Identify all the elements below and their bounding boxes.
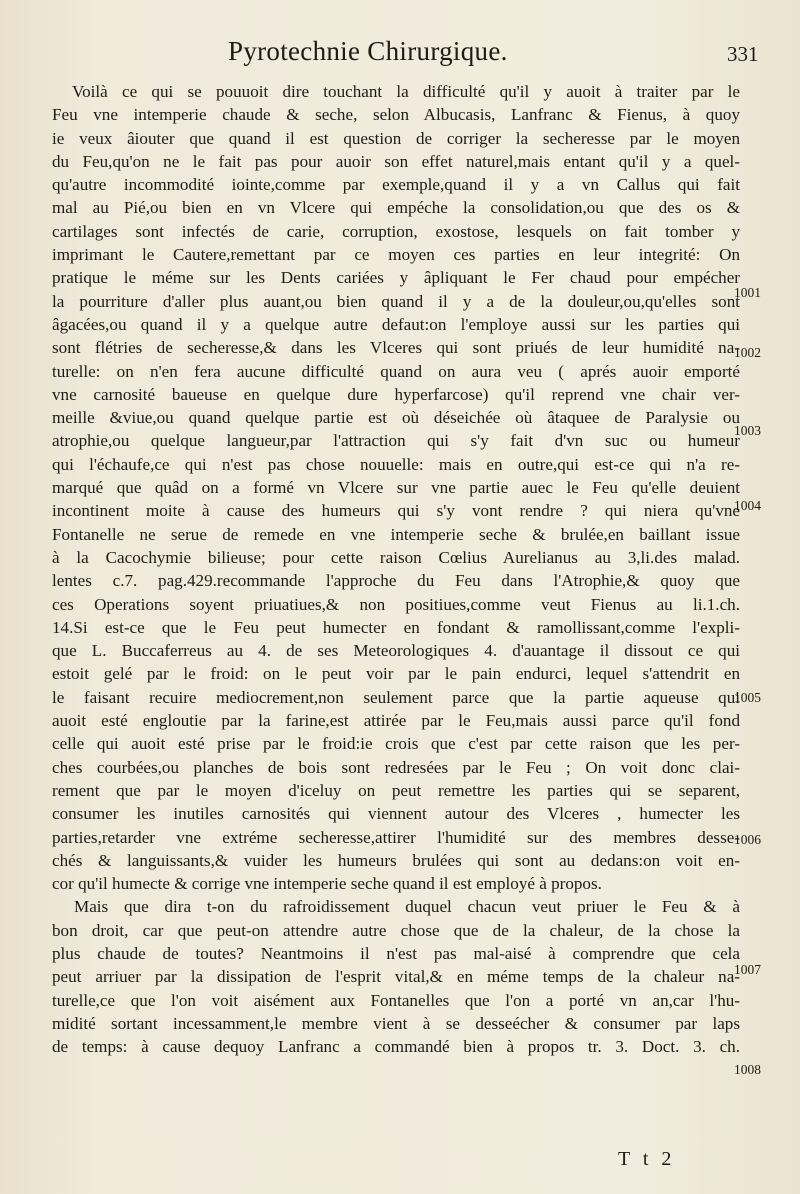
text-line: consumer les inutiles carnosités qui viennent autour des Vlceres , humecter les xyxy=(52,804,740,824)
text-line: le faisant recuire mediocrement,non seulement parce que la partie aqueuse qui xyxy=(52,687,740,707)
margin-note: 1003 xyxy=(734,423,761,438)
text-line: mal au Pié,ou bien en vn Vlcere qui empéche la consolidation,ou que des os & xyxy=(52,198,740,218)
text-line: de temps: à cause dequoy Lanfranc a commandé bien à propos tr. 3. Doct. 3. ch. xyxy=(52,1037,740,1057)
text-line: 14.Si est-ce que le Feu peut humecter en fondant & ramollissant,comme l'expli- xyxy=(52,617,740,637)
text-line: Fontanelle ne serue de remede en vne intemperie seche & brulée,en baillant issue xyxy=(52,524,740,544)
page-number: 331 xyxy=(727,42,759,66)
text-line: âgacées,ou quand il y a quelque autre defaut:on l'employe aussi sur les parties qui xyxy=(52,314,740,334)
margin-note: 1004 xyxy=(734,498,761,513)
text-line: cor qu'il humecte & corrige vne intemperie seche quand il est employé à propos. xyxy=(52,874,602,894)
text-line: celle qui auoit esté prise par le froid:ie crois que c'est par cette raison que les per- xyxy=(52,734,740,754)
text-line: peut arriuer par la dissipation de l'esprit vital,& en méme temps de la chaleur na- xyxy=(52,967,740,987)
text-line: meille &viue,ou quand quelque partie est où déseichée où âtaquee de Paralysie ou xyxy=(52,408,740,428)
text-line: lentes c.7. pag.429.recommande l'approche du Feu dans l'Atrophie,& quoy que xyxy=(52,571,740,591)
text-line: marqué que quâd on a formé vn Vlcere sur vne partie auec le Feu qu'elle deuient xyxy=(52,478,740,498)
text-line: que L. Buccaferreus au 4. de ses Meteorologiques 4. d'auantage il dissout ce qui xyxy=(52,641,740,661)
running-title: Pyrotechnie Chirurgique. xyxy=(228,36,508,66)
text-line: qu'autre incommodité iointe,comme par exemple,quand il y a vn Callus qui fait xyxy=(52,175,740,195)
signature-mark: T t 2 xyxy=(618,1148,676,1170)
text-line: bon droit, car que peut-on attendre autre chose que de la chaleur, de la chose la xyxy=(52,920,740,940)
text-line: imprimant le Cautere,remettant par ce moyen ces parties en leur integrité: On xyxy=(52,245,740,265)
margin-note: 1005 xyxy=(734,690,761,705)
text-line: auoit esté engloutie par la farine,est attirée par le Feu,mais aussi parce qu'il fond xyxy=(52,711,740,731)
text-line: turelle: on n'en fera aucune difficulté quand on aura veu ( aprés auoir emporté xyxy=(52,361,740,381)
text-line: estoit gelé par le froid: on le peut voir par le pain endurci, lequel s'attendrit en xyxy=(52,664,740,684)
text-line: rement que par le moyen d'iceluy on peut remettre les parties qui se separent, xyxy=(52,780,740,800)
text-line: parties,retarder vne extréme secheresse,attirer l'humidité sur des membres desse- xyxy=(52,827,740,847)
text-line: la pourriture d'aller plus auant,ou bien quand il y a de la douleur,ou,qu'elles sont xyxy=(52,291,740,311)
text-line: ie veux âiouter que quand il est question de corriger la secheresse par le moyen xyxy=(52,128,740,148)
text-line: pratique le méme sur les Dents cariées y âpliquant le Fer chaud pour empécher xyxy=(52,268,740,288)
text-line: ches courbées,ou planches de bois sont redresées par le Feu ; On voit donc clai- xyxy=(52,757,740,777)
text-line: chés & languissants,& vuider les humeurs brulées qui sont au dedans:on voit en- xyxy=(52,850,740,870)
text-line: incontinent moite à cause des humeurs qui s'y vont rendre ? qui niera qu'vne xyxy=(52,501,740,521)
text-line: qui l'échaufe,ce qui n'est pas chose nouuelle: mais en outre,qui est-ce qui n'a re- xyxy=(52,454,740,474)
text-line: ces Operations soyent priuatiues,& non positiues,comme veut Fienus au li.1.ch. xyxy=(52,594,740,614)
text-line: plus chaude de toutes? Neantmoins il n'est pas mal-aisé à comprendre que cela xyxy=(52,943,740,963)
margin-note: 1006 xyxy=(734,832,761,847)
text-line: midité sortant incessamment,le membre vient à se desseécher & consumer par laps xyxy=(52,1013,740,1033)
text-line: vne carnosité baueuse en quelque dure hyperfarcose) qu'il reprend vne chair ver- xyxy=(52,384,740,404)
text-line: à la Cacochymie bilieuse; pour cette raison Cœlius Aurelianus au 3,li.des malad. xyxy=(52,547,740,567)
margin-note: 1007 xyxy=(734,962,761,977)
text-line: Mais que dira t-on du rafroidissement duquel chacun veut priuer le Feu & à xyxy=(74,897,740,917)
text-line: turelle,ce que l'on voit aisément aux Fontanelles que l'on a porté vn an,car l'hu- xyxy=(52,990,740,1010)
margin-note: 1002 xyxy=(734,345,761,360)
text-line: cartilages sont infectés de carie, corruption, exostose, lesquels on fait tomber y xyxy=(52,221,740,241)
text-line: Voilà ce qui se pouuoit dire touchant la difficulté qu'il y auoit à traiter par le xyxy=(72,82,740,101)
text-line: du Feu,qu'on ne le fait pas pour auoir son effet naturel,mais entant qu'il y a quel- xyxy=(52,151,740,171)
text-line: atrophie,ou quelque langueur,par l'attraction qui s'y fait d'vn suc ou humeur xyxy=(52,431,740,451)
text-line: sont flétries de secheresse,& dans les Vlceres qui sont priués de leur humidité na- xyxy=(52,338,740,358)
text-line: Feu vne intemperie chaude & seche, selon Albucasis, Lanfranc & Fienus, à quoy xyxy=(52,105,740,125)
margin-note: 1001 xyxy=(734,285,761,300)
margin-note: 1008 xyxy=(734,1062,761,1077)
